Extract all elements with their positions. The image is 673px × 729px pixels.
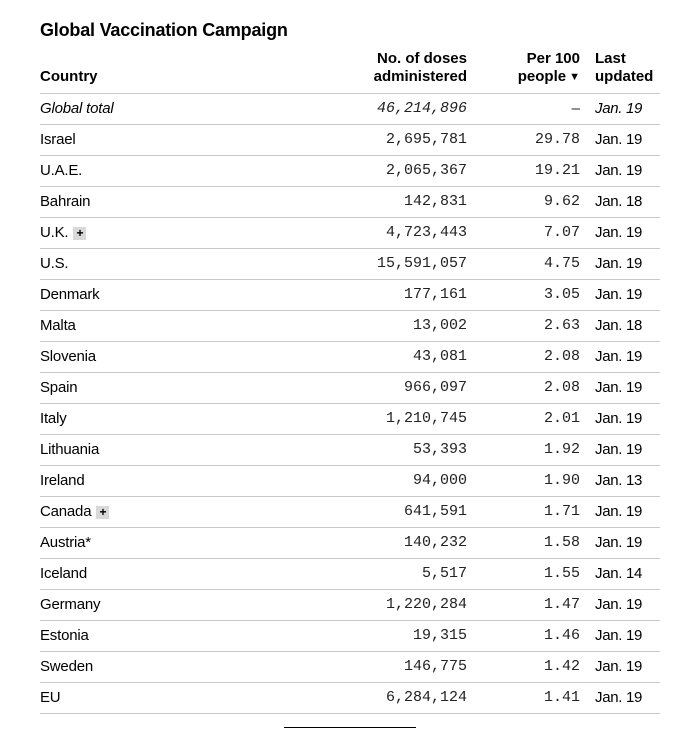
cell-updated: Jan. 19 (595, 379, 643, 396)
cell-per100: 1.41 (543, 689, 580, 706)
column-header-doses[interactable] (374, 50, 467, 86)
cell-country (40, 410, 67, 427)
cell-updated: Jan. 19 (595, 255, 643, 272)
cell-updated: Jan. 13 (595, 472, 643, 489)
table-row (40, 435, 660, 466)
cell-country (40, 472, 84, 489)
country-name: Bahrain (40, 193, 91, 210)
table-row (40, 466, 660, 497)
table-body (40, 94, 660, 714)
cell-doses: 1,220,284 (385, 596, 467, 613)
cell-per100: 1.47 (543, 596, 580, 613)
cell-country (40, 503, 109, 520)
cell-updated: Jan. 19 (595, 689, 643, 706)
cell-updated: Jan. 18 (595, 193, 643, 210)
table-row (40, 373, 660, 404)
expand-plus-icon[interactable]: + (96, 506, 109, 519)
cell-updated: Jan. 18 (595, 317, 643, 334)
column-header-doses-line2: administered (373, 68, 467, 85)
cell-per100: 19.21 (534, 162, 580, 179)
country-name: Malta (40, 317, 76, 334)
cell-updated: Jan. 19 (595, 410, 643, 427)
cell-doses: 2,065,367 (385, 162, 467, 179)
country-name: Germany (40, 596, 101, 613)
cell-doses: 177,161 (403, 286, 467, 303)
table-header (40, 48, 660, 94)
country-name: Slovenia (40, 348, 96, 365)
cell-country (40, 565, 87, 582)
footer-divider (284, 727, 416, 728)
country-name: Israel (40, 131, 76, 148)
table-row (40, 156, 660, 187)
cell-country (40, 658, 93, 675)
country-name: Ireland (40, 472, 85, 489)
cell-updated: Jan. 19 (595, 534, 643, 551)
sort-descending-icon: ▼ (569, 71, 580, 83)
cell-doses: 15,591,057 (376, 255, 467, 272)
table-row (40, 559, 660, 590)
cell-per100: 2.63 (543, 317, 580, 334)
country-name: Italy (40, 410, 67, 427)
column-header-updated-line2: updated (595, 68, 654, 85)
cell-updated: Jan. 19 (595, 658, 643, 675)
cell-country (40, 596, 100, 613)
cell-doses: 146,775 (403, 658, 467, 675)
cell-doses: 19,315 (412, 627, 467, 644)
country-name: Sweden (40, 658, 94, 675)
cell-updated: Jan. 19 (595, 596, 643, 613)
cell-per100: 2.08 (543, 348, 580, 365)
cell-per100: 1.71 (543, 503, 580, 520)
cell-per100: 3.05 (543, 286, 580, 303)
table-row (40, 249, 660, 280)
country-name: Global total (40, 100, 114, 117)
cell-per100: 4.75 (543, 255, 580, 272)
cell-updated: Jan. 19 (595, 100, 643, 117)
cell-updated: Jan. 19 (595, 131, 643, 148)
cell-updated: Jan. 14 (595, 565, 643, 582)
cell-country (40, 317, 76, 334)
country-name: U.K. (40, 224, 69, 241)
cell-country (40, 627, 89, 644)
table-row (40, 683, 660, 714)
table-row (40, 497, 660, 528)
country-name: Iceland (40, 565, 87, 582)
cell-per100: – (571, 100, 580, 117)
column-header-doses-line1: No. of doses (376, 50, 467, 67)
cell-per100: 1.90 (543, 472, 580, 489)
table-row (40, 528, 660, 559)
table-row (40, 404, 660, 435)
cell-per100: 1.42 (543, 658, 580, 675)
cell-updated: Jan. 19 (595, 348, 643, 365)
cell-doses: 53,393 (412, 441, 467, 458)
cell-doses: 13,002 (412, 317, 467, 334)
vaccination-table (40, 48, 660, 714)
cell-doses: 142,831 (403, 193, 467, 210)
cell-country (40, 534, 91, 551)
country-name: U.S. (40, 255, 69, 272)
column-header-per100-line2 (518, 68, 580, 86)
country-name: U.A.E. (40, 162, 83, 179)
table-row (40, 125, 660, 156)
cell-country (40, 689, 60, 706)
cell-updated: Jan. 19 (595, 627, 643, 644)
cell-doses: 2,695,781 (385, 131, 467, 148)
country-name: Lithuania (40, 441, 100, 458)
country-name: Spain (40, 379, 78, 396)
cell-country (40, 379, 77, 396)
cell-country (40, 441, 99, 458)
cell-country (40, 131, 75, 148)
cell-per100: 29.78 (534, 131, 580, 148)
column-header-per100-line1: Per 100 (526, 50, 580, 67)
table-row (40, 280, 660, 311)
cell-updated: Jan. 19 (595, 503, 643, 520)
table-row (40, 311, 660, 342)
cell-doses: 966,097 (403, 379, 467, 396)
column-header-per100-line2-label: people (517, 68, 567, 85)
cell-per100: 1.55 (543, 565, 580, 582)
cell-country (40, 348, 96, 365)
cell-updated: Jan. 19 (595, 441, 643, 458)
cell-updated: Jan. 19 (595, 224, 643, 241)
country-name: Canada (40, 503, 92, 520)
cell-per100: 9.62 (543, 193, 580, 210)
column-header-country[interactable] (40, 68, 98, 86)
table-row (40, 218, 660, 249)
cell-doses: 46,214,896 (376, 100, 467, 117)
cell-country (40, 100, 113, 117)
cell-country (40, 255, 68, 272)
cell-per100: 2.08 (543, 379, 580, 396)
cell-doses: 5,517 (421, 565, 467, 582)
table-row (40, 342, 660, 373)
cell-doses: 94,000 (412, 472, 467, 489)
country-name: Estonia (40, 627, 89, 644)
table-row (40, 590, 660, 621)
cell-doses: 1,210,745 (385, 410, 467, 427)
cell-country (40, 224, 86, 241)
column-header-updated[interactable] (595, 50, 653, 86)
country-name: EU (40, 689, 61, 706)
cell-doses: 4,723,443 (385, 224, 467, 241)
cell-per100: 2.01 (543, 410, 580, 427)
cell-doses: 6,284,124 (385, 689, 467, 706)
table-row (40, 621, 660, 652)
cell-per100: 1.46 (543, 627, 580, 644)
column-header-per100[interactable] (518, 50, 580, 86)
expand-plus-icon[interactable]: + (73, 227, 86, 240)
cell-doses: 140,232 (403, 534, 467, 551)
table-row (40, 187, 660, 218)
column-header-updated-line1: Last (595, 50, 626, 67)
page-title: Global Vaccination Campaign (40, 20, 288, 40)
country-name: Austria* (40, 534, 91, 551)
cell-doses: 641,591 (403, 503, 467, 520)
cell-country (40, 193, 90, 210)
cell-per100: 1.92 (543, 441, 580, 458)
column-header-country-label: Country (40, 68, 98, 85)
country-name: Denmark (40, 286, 100, 303)
cell-updated: Jan. 19 (595, 286, 643, 303)
table-row (40, 652, 660, 683)
cell-country (40, 162, 82, 179)
cell-updated: Jan. 19 (595, 162, 643, 179)
cell-per100: 7.07 (543, 224, 580, 241)
cell-doses: 43,081 (412, 348, 467, 365)
cell-country (40, 286, 99, 303)
cell-per100: 1.58 (543, 534, 580, 551)
table-row-global-total (40, 94, 660, 125)
